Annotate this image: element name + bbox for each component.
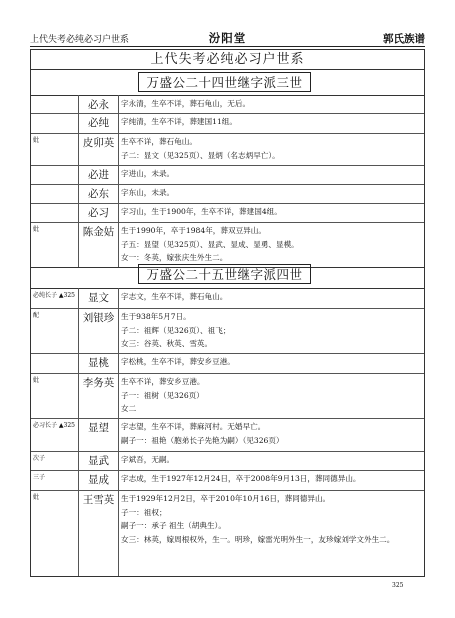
name-cell (78, 490, 119, 576)
person-name: 必东 (88, 188, 109, 200)
row-note: 妣 (33, 226, 40, 233)
table-row (31, 490, 424, 576)
row-line: 字永清，生卒不详，葬石龟山，无后。 (121, 99, 251, 108)
person-name: 皮卯英 (82, 137, 115, 149)
name-cell (78, 288, 119, 308)
table-row (31, 222, 424, 268)
row-line: 女二 (121, 404, 137, 413)
table-row (31, 133, 424, 166)
row-line: 生于1929年12月2日，卒于2010年10月16日，葬同德异山。 (121, 494, 331, 503)
page-title: 上代失考必纯必习户世系 (31, 50, 424, 70)
row-text (121, 310, 421, 351)
row-line: 子五：显望（见325页）、显武、显成、显勇、显模。 (121, 239, 299, 249)
name-cell (78, 203, 119, 222)
row-line: 女三：林英，嫁周根权外，生一。明珍，嫁雷光明外生一，友珍嫁刘学文外生二。 (121, 534, 395, 544)
name-cell (78, 95, 119, 113)
header-left-title: 上代失考必纯必习户世系 (30, 35, 130, 45)
row-line: 生于938年5月7日。 (121, 312, 191, 321)
table-row (31, 184, 424, 204)
row-line: 嗣子一：祖艳（胞弟长子先艳为嗣）（见326页） (121, 435, 284, 445)
table-row (31, 95, 424, 114)
page-number: 325 (392, 582, 404, 589)
row-line: 字习山，生于1900年，生卒不详，葬建国4组。 (121, 207, 282, 216)
row-text (121, 205, 421, 219)
row-line: 字进山，未录。 (121, 169, 175, 178)
table-row (31, 165, 424, 185)
table-row (31, 418, 424, 452)
row-line: 字志文，生卒不详，葬石龟山。 (121, 292, 228, 301)
person-name: 显成 (88, 474, 109, 486)
person-name: 显武 (88, 455, 109, 467)
person-name: 必永 (88, 99, 109, 111)
row-line: 字东山，未录。 (121, 188, 175, 197)
name-cell (78, 308, 119, 353)
name-cell (78, 451, 119, 470)
table-row (31, 113, 424, 134)
row-text (121, 224, 421, 265)
row-line: 字志望，生卒不详，葬麻河村。无婚早亡。 (121, 422, 266, 431)
row-note: 必习长子 ▲325 (33, 422, 75, 429)
row-line: 子二：祖辉（见326页）、祖飞； (121, 325, 231, 335)
header-hall-name: 汾阳堂 (208, 31, 247, 45)
row-line: 字纯清，生卒不详，葬建国11组。 (121, 117, 237, 126)
person-name: 必进 (88, 169, 109, 181)
row-text (121, 186, 421, 200)
row-note: 妣 (33, 494, 40, 501)
person-name: 显文 (88, 292, 109, 304)
name-cell (78, 222, 119, 267)
person-name: 显桃 (88, 357, 109, 369)
row-text (121, 355, 421, 369)
name-cell (78, 133, 119, 165)
table-row (31, 451, 424, 471)
row-line: 生卒不详，葬石龟山。 (121, 137, 197, 146)
table-row (31, 373, 424, 419)
person-name: 王雪英 (82, 494, 115, 506)
generation-banner-2: 万盛公二十五世继字派四世 (138, 264, 311, 284)
table-row (31, 470, 424, 491)
row-line: 字松桃，生卒不详，葬安乡豆港。 (121, 357, 235, 366)
row-note: 次子 (33, 455, 46, 462)
table-row (31, 308, 424, 354)
name-cell (78, 113, 119, 133)
name-cell (78, 165, 119, 184)
row-note: 三子 (33, 474, 46, 481)
row-text (121, 115, 421, 129)
row-line: 女三：谷英、秋英、雪英。 (121, 339, 213, 348)
name-cell (78, 353, 119, 373)
row-line: 字志成，生于1927年12月24日，卒于2008年9月13日，葬同德异山。 (121, 474, 361, 483)
row-line: 子一：祖权； (121, 507, 167, 517)
row-text (121, 472, 421, 486)
row-text (121, 492, 421, 546)
name-cell (78, 470, 119, 490)
row-text (121, 290, 421, 304)
person-name: 显望 (88, 422, 109, 434)
person-name: 陈金姑 (82, 226, 115, 238)
row-text (121, 453, 421, 467)
table-row (31, 353, 424, 374)
header-book-title: 郭氏族谱 (383, 33, 425, 45)
row-text (121, 420, 421, 447)
row-line: 字斌吾，无嗣。 (121, 455, 175, 464)
row-line: 子二：显文（见325页）、显炳（名志炳早亡）。 (121, 150, 280, 160)
row-text (121, 97, 421, 111)
header-divider (30, 46, 425, 47)
name-cell (78, 418, 119, 451)
table-row (31, 288, 424, 309)
genealogy-table (30, 49, 425, 577)
page-header (30, 30, 425, 44)
person-name: 必习 (88, 207, 109, 219)
row-text (121, 167, 421, 181)
row-line: 女一：冬英，嫁张庆生外生二。 (121, 253, 228, 262)
person-name: 刘银珍 (82, 312, 115, 324)
generation-banner-1: 万盛公二十四世继字派三世 (138, 72, 311, 92)
name-cell (78, 184, 119, 203)
name-cell (78, 373, 119, 418)
table-row (31, 203, 424, 223)
row-line: 子一：祖树（见326页） (121, 390, 204, 400)
row-line: 嗣子一：承子 祖生（胡典生）。 (121, 521, 226, 530)
row-note: 必纯长子 ▲325 (33, 292, 75, 299)
row-note: 妣 (33, 137, 40, 144)
row-line: 生于1990年，卒于1984年，葬双豆异山。 (121, 226, 266, 235)
row-text (121, 135, 421, 162)
row-text (121, 375, 421, 416)
row-note: 妣 (33, 377, 40, 384)
person-name: 李务英 (82, 377, 115, 389)
row-note: 配 (33, 312, 40, 319)
row-line: 生卒不详，葬安乡豆港。 (121, 377, 205, 386)
person-name: 必纯 (88, 117, 109, 129)
